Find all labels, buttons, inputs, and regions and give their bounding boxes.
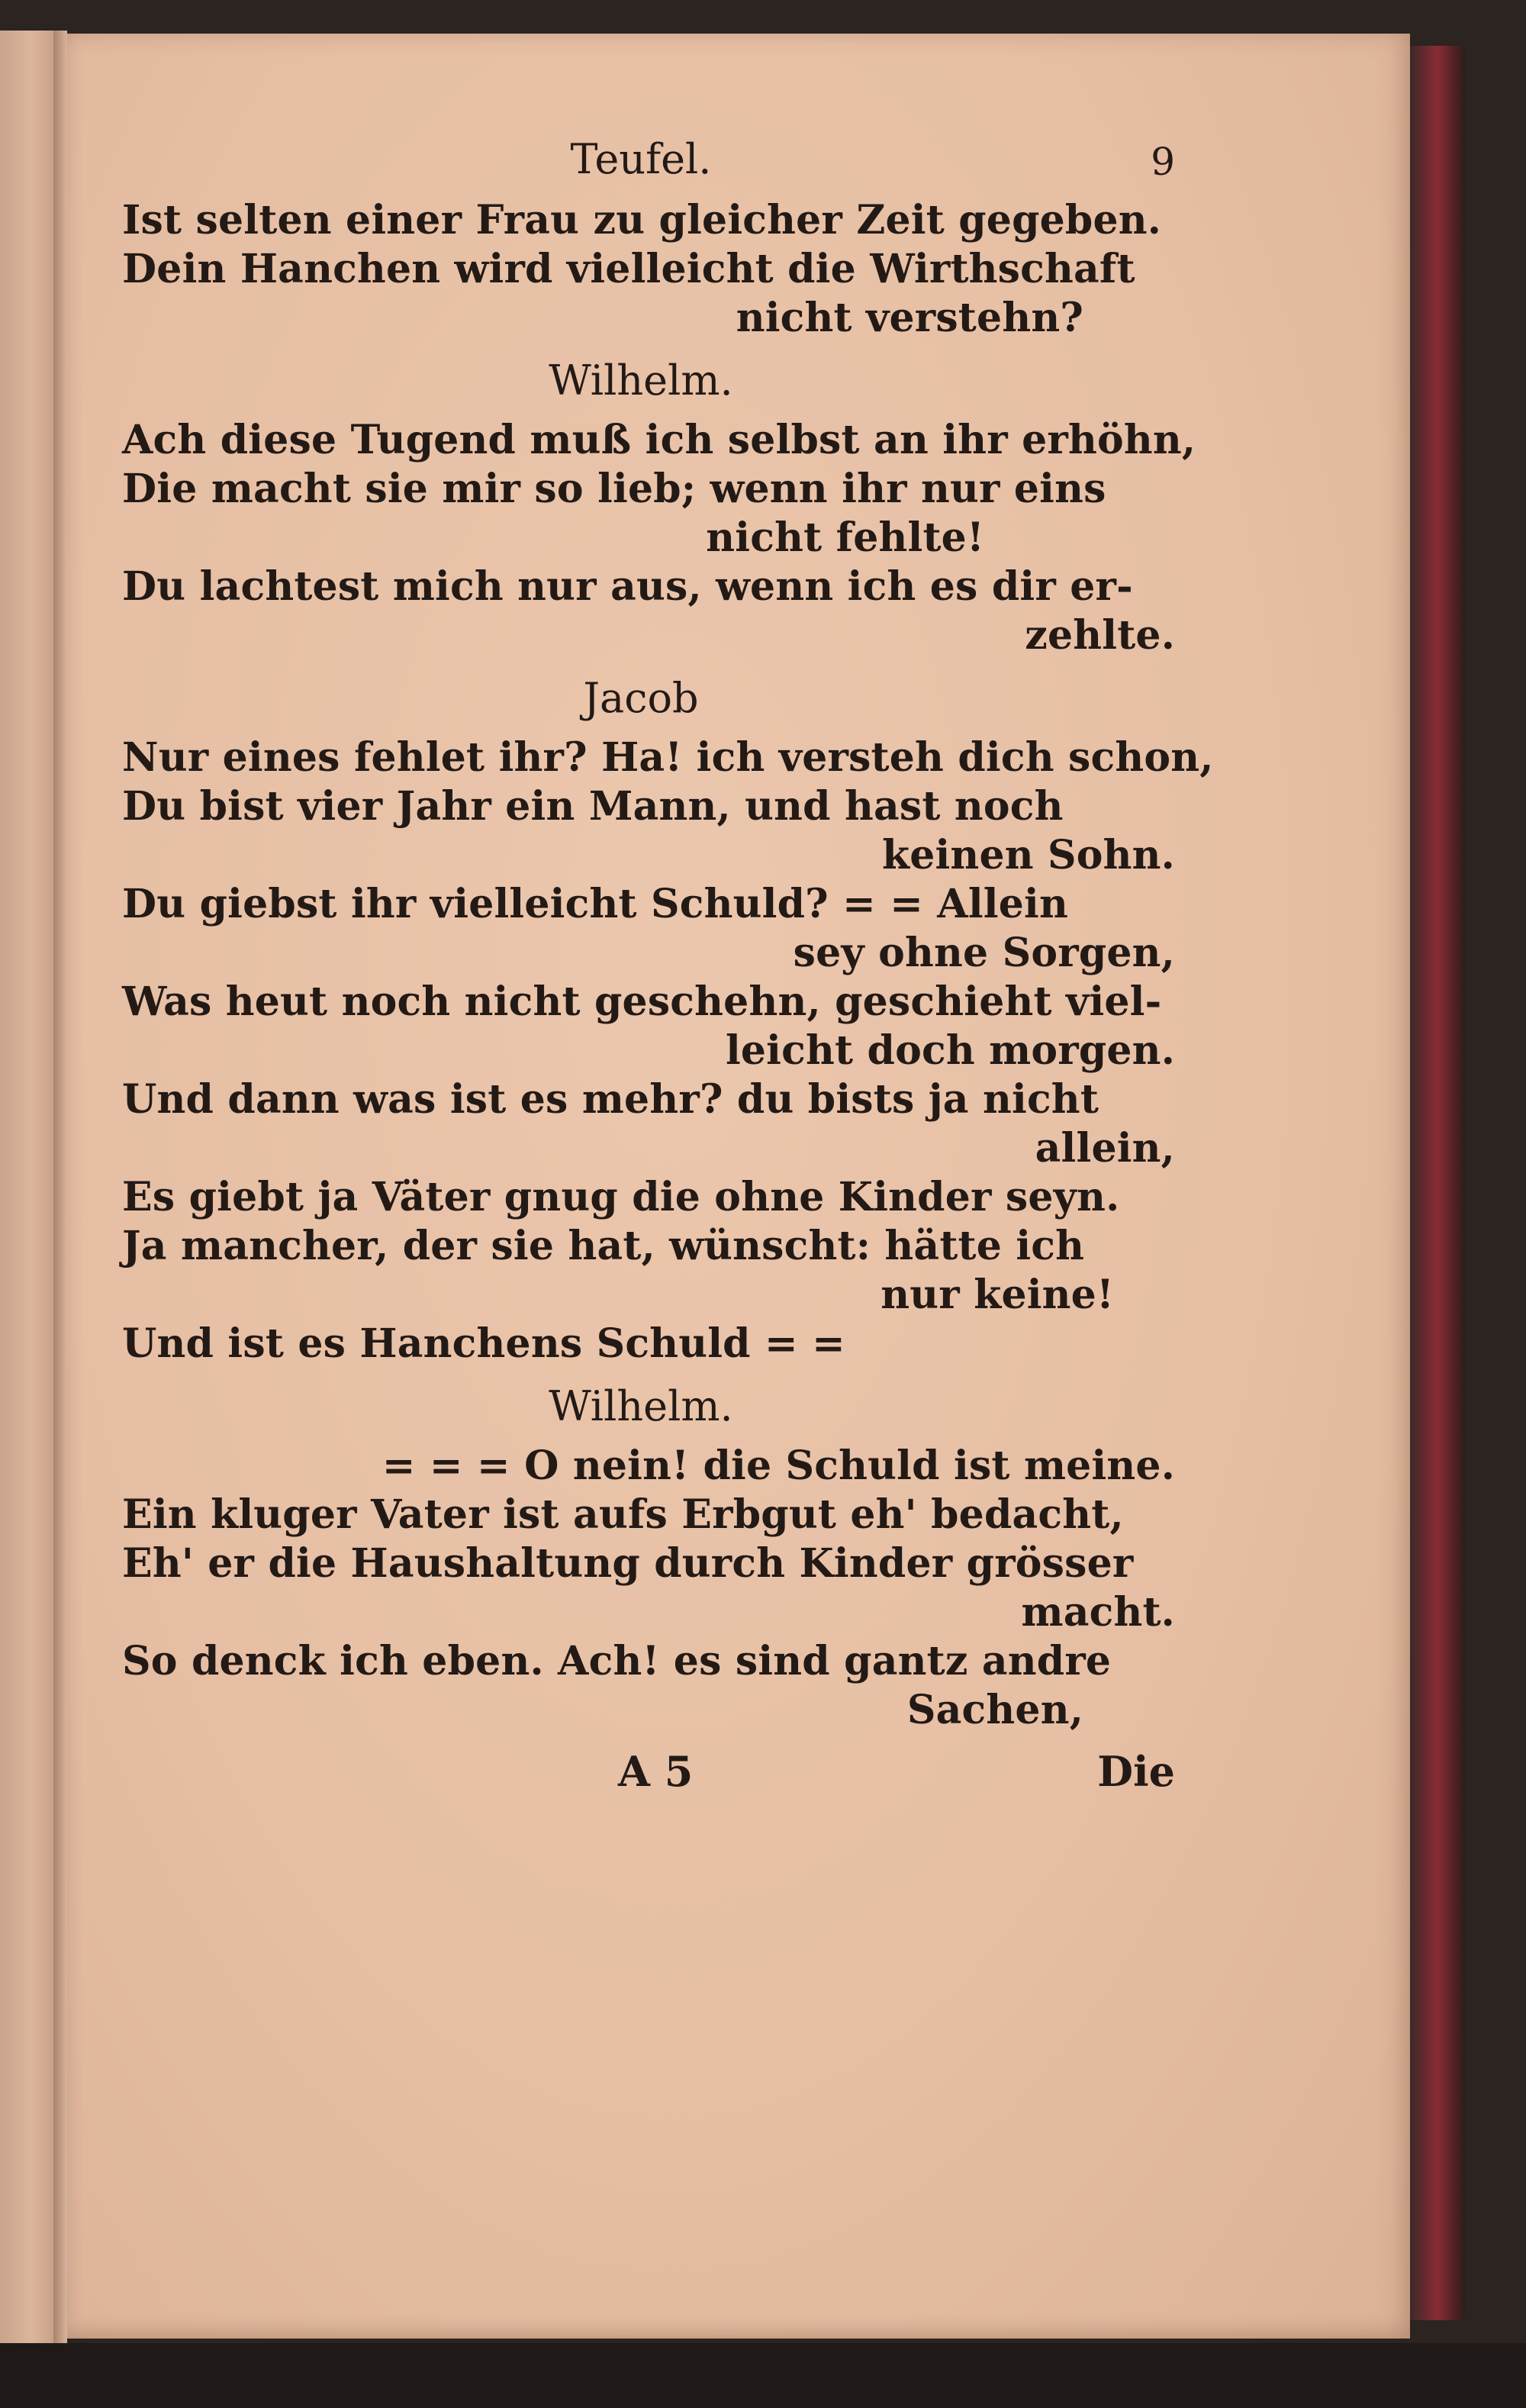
verse-line-continuation: nicht verstehn? bbox=[736, 295, 1083, 341]
verse-line: Und ist es Hanchens Schuld = = bbox=[122, 1320, 845, 1367]
speaker-name: Jacob bbox=[583, 674, 699, 722]
verse-line-continuation: Sachen, bbox=[906, 1687, 1083, 1733]
verse-line-continuation: nicht fehlte! bbox=[706, 514, 984, 561]
verse-line: Ein kluger Vater ist aufs Erbgut eh' bedacht, bbox=[122, 1491, 1124, 1538]
verse-line: Und dann was ist es mehr? du bists ja nicht bbox=[122, 1076, 1099, 1123]
facing-page-edge bbox=[0, 31, 53, 2343]
verse-line: Eh' er die Haushaltung durch Kinder grösser bbox=[122, 1540, 1134, 1587]
verse-line: Du bist vier Jahr ein Mann, und hast noch bbox=[122, 783, 1064, 830]
page-footer bbox=[122, 1739, 1175, 1800]
verse-line: Die macht sie mir so lieb; wenn ihr nur eins bbox=[122, 466, 1106, 512]
verse-line: Was heut noch nicht geschehn, geschieht viel- bbox=[122, 978, 1162, 1025]
scan-background bbox=[0, 2343, 1526, 2408]
page-text bbox=[122, 126, 1214, 1800]
signature-mark: A 5 bbox=[618, 1747, 694, 1796]
speaker-name: Wilhelm. bbox=[549, 1382, 733, 1430]
verse-line: Du lachtest mich nur aus, wenn ich es dir er- bbox=[122, 563, 1133, 610]
running-head: Teufel. bbox=[570, 135, 712, 183]
page-number: 9 bbox=[1151, 140, 1175, 184]
verse-line-continuation: macht. bbox=[1021, 1589, 1175, 1636]
verse-line: Ist selten einer Frau zu gleicher Zeit gegeben. bbox=[122, 197, 1162, 243]
verse-line-continuation: leicht doch morgen. bbox=[725, 1027, 1175, 1074]
verse-line: Ja mancher, der sie hat, wünscht: hätte ich bbox=[122, 1223, 1085, 1269]
verse-line: Nur eines fehlet ihr? Ha! ich versteh dich schon, bbox=[122, 734, 1214, 781]
verse-line: Du giebst ihr vielleicht Schuld? = = Allein bbox=[122, 881, 1068, 927]
verse-line-continuation: = = = O nein! die Schuld ist meine. bbox=[382, 1443, 1175, 1489]
book-gutter bbox=[53, 31, 67, 2343]
verse-line: Dein Hanchen wird vielleicht die Wirthschaft bbox=[122, 246, 1135, 292]
speaker-name: Wilhelm. bbox=[549, 356, 733, 405]
verse-line: Ach diese Tugend muß ich selbst an ihr erhöhn, bbox=[122, 417, 1196, 463]
verse-line-continuation: zehlte. bbox=[1025, 612, 1175, 659]
page-header bbox=[122, 126, 1175, 196]
book-cover-edge bbox=[1410, 46, 1465, 2320]
verse-line-continuation: allein, bbox=[1035, 1125, 1175, 1172]
verse-line: Es giebt ja Väter gnug die ohne Kinder seyn. bbox=[122, 1174, 1120, 1220]
catchword: Die bbox=[1097, 1747, 1175, 1796]
verse-line-continuation: keinen Sohn. bbox=[881, 832, 1175, 878]
verse-line-continuation: nur keine! bbox=[881, 1272, 1114, 1318]
verse-line-continuation: sey ohne Sorgen, bbox=[793, 930, 1175, 976]
verse-line: So denck ich eben. Ach! es sind gantz andre bbox=[122, 1638, 1112, 1684]
